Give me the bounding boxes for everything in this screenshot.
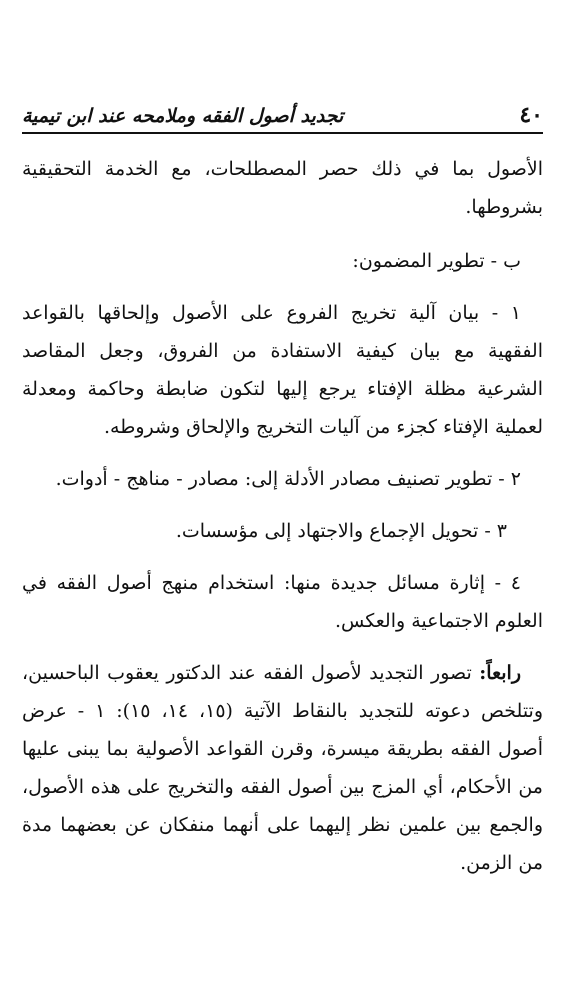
section-heading-b: ب - تطوير المضمون: <box>352 250 521 272</box>
page-header <box>22 92 543 126</box>
paragraph-fourth <box>22 654 543 882</box>
paragraph-lead: رابعاً: <box>479 662 521 684</box>
page-number: ٤٠ <box>519 102 543 128</box>
list-item-1: ١ - بيان آلية تخريج الفروع على الأصول وإلحاقها بالقواعد الفقهية مع بيان كيفية الاستفادة من الفروق، وجعل المقاصد الشرعية مظلة الإفتاء يرجع إليها لتكون ضابطة وحاكمة ومعدلة لعملية الإفتاء كجزء من آليات التخريج والإلحاق وشروطه. <box>22 302 543 438</box>
page-body <box>22 150 543 896</box>
paragraph-fourth-text: تصور التجديد لأصول الفقه عند الدكتور يعقوب الباحسين، وتتلخص دعوته للتجديد بالنقاط الآتية (١٥، ١٤، ١٥): ١ - عرض أصول الفقه بطريقة ميسرة، وقرن القواعد الأصولية بما يبنى عليها من الأحكام، أي المزج بين أصول الفقه والتخريج على هذه الأصول، والجمع بين علمين نظر إليهما على أنهما منفكان عن بعضهما مدة من الزمن. <box>22 662 544 874</box>
list-item-2: ٢ - تطوير تصنيف مصادر الأدلة إلى: مصادر - مناهج - أدوات. <box>55 468 521 490</box>
list-item-3: ٣ - تحويل الإجماع والاجتهاد إلى مؤسسات. <box>175 520 507 542</box>
list-item-4: ٤ - إثارة مسائل جديدة منها: استخدام منهج أصول الفقه في العلوم الاجتماعية والعكس. <box>22 572 543 632</box>
header-rule <box>22 132 543 134</box>
running-title: تجديد أصول الفقه وملامحه عند ابن تيمية <box>22 105 344 127</box>
paragraph-continuation: الأصول بما في ذلك حصر المصطلحات، مع الخدمة التحقيقية بشروطها. <box>22 158 543 218</box>
